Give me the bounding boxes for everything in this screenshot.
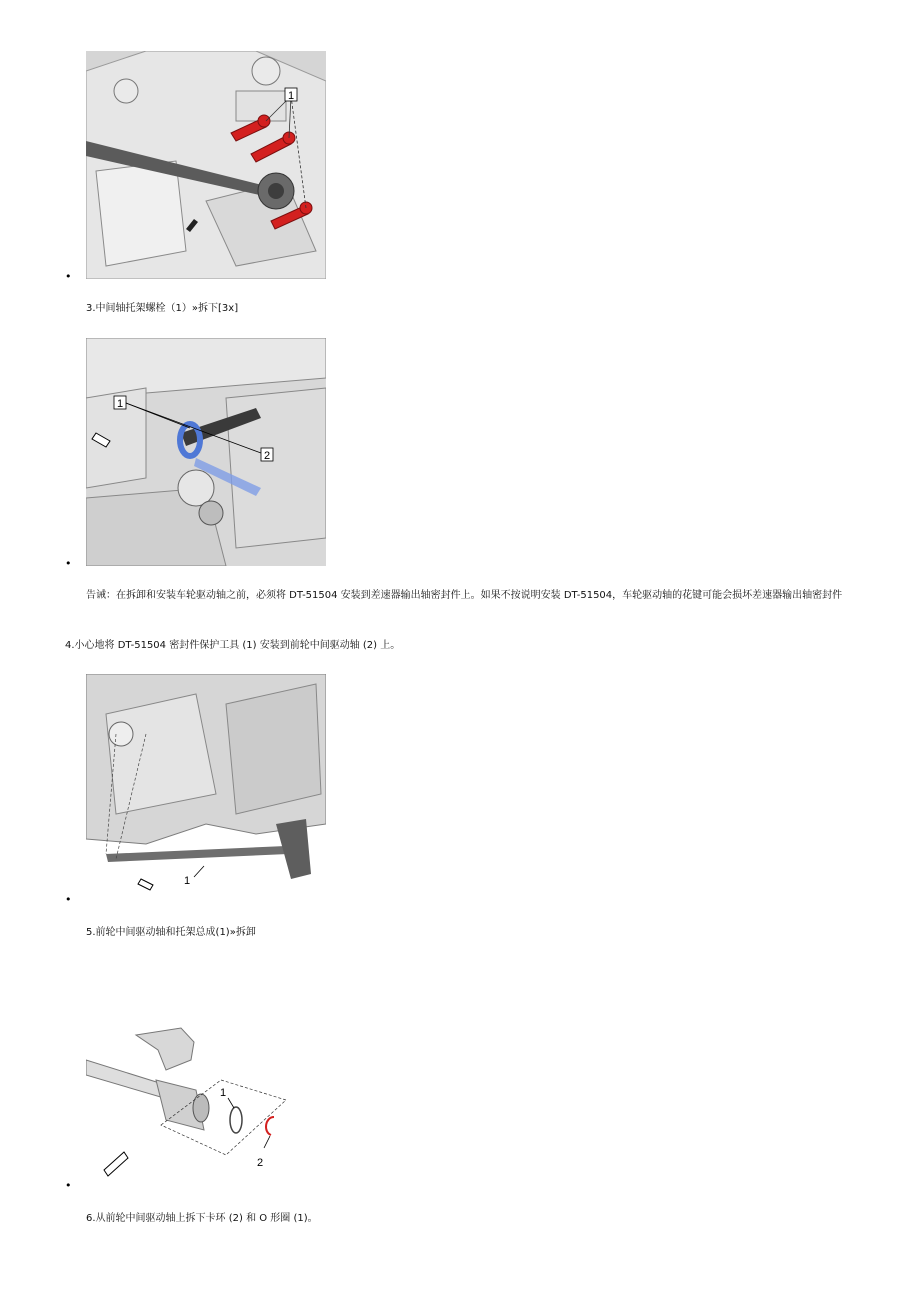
bullet-4: • bbox=[65, 1179, 72, 1192]
callout-2: 2 bbox=[263, 450, 271, 462]
figure-shaft-assembly bbox=[86, 674, 326, 894]
step-4-text: 4.小心地将 DT-51504 密封件保护工具 (1) 安装到前轮中间驱动轴 (2) 上。 bbox=[65, 640, 401, 651]
callout-1: 1 bbox=[116, 398, 124, 410]
warning-text: 告诫：在拆卸和安装车轮驱动轴之前，必须将 DT-51504 安装到差速器输出轴密封件上。如果不按说明安装 DT-51504，车轮驱动轴的花键可能会损坏差速器输出轴密封件 bbox=[86, 590, 843, 601]
callout-1: 1 bbox=[183, 875, 191, 887]
callout-1: 1 bbox=[219, 1087, 227, 1099]
figure-seal-protector bbox=[86, 338, 326, 566]
bullet-2: • bbox=[65, 557, 72, 570]
bullet-3: • bbox=[65, 893, 72, 906]
step-3-text: 3.中间轴托架螺栓（1）»拆下[3x] bbox=[86, 303, 239, 314]
figure-bracket-bolts bbox=[86, 51, 326, 279]
callout-1: 1 bbox=[287, 90, 295, 102]
step-6-text: 6.从前轮中间驱动轴上拆下卡环 (2) 和 O 形圈 (1)。 bbox=[86, 1213, 318, 1224]
figure-snap-ring bbox=[86, 1020, 296, 1180]
bullet-1: • bbox=[65, 270, 72, 283]
step-5-text: 5.前轮中间驱动轴和托架总成(1)»拆卸 bbox=[86, 927, 256, 938]
callout-2: 2 bbox=[256, 1157, 264, 1169]
